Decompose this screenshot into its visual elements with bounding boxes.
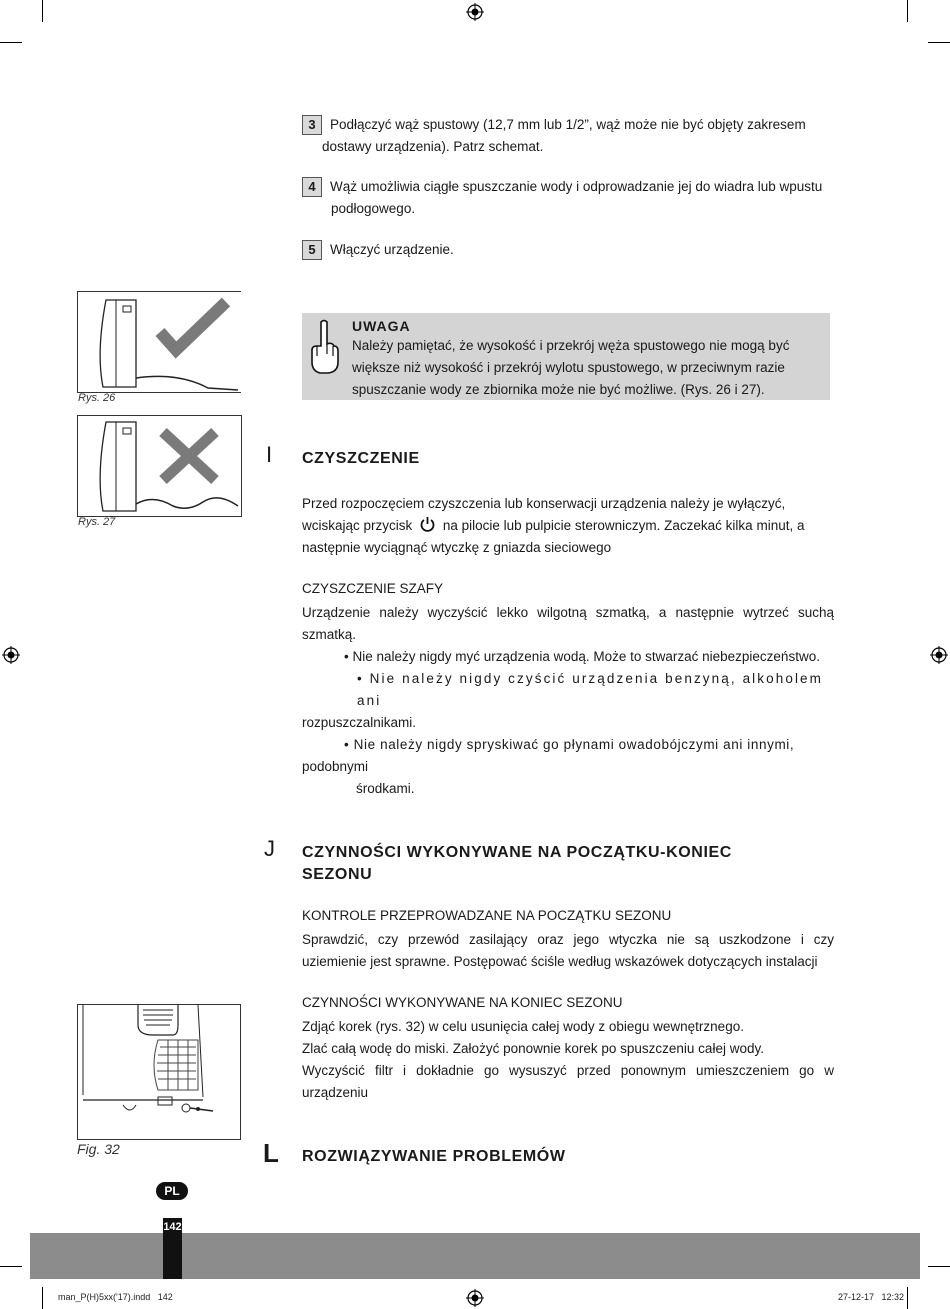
paragraph-line: Zdjąć korek (rys. 32) w celu usunięcia całej wody z obiegu wewnętrznego.	[302, 1019, 744, 1034]
figure-32-caption: Fig. 32	[77, 1141, 120, 1157]
registration-mark-icon	[466, 1289, 484, 1307]
figure-32	[77, 1004, 241, 1140]
warning-title: UWAGA	[352, 318, 411, 334]
figure-26-caption: Rys. 26	[78, 392, 116, 404]
registration-mark-icon	[930, 646, 948, 664]
file-name: man_P(H)5xx('17).indd 142	[58, 1292, 173, 1302]
bullet-item: • Nie należy nigdy myć urządzenia wodą. Może to stwarzać niebezpieczeństwo.	[344, 649, 820, 664]
crop-mark	[0, 1266, 22, 1267]
step-number: 5	[302, 240, 322, 260]
step-5	[302, 239, 842, 261]
paragraph-line: Zlać całą wodę do miski. Założyć ponownie korek po spuszczeniu całej wody.	[302, 1041, 764, 1056]
bullet-item: • Nie należy nigdy czyścić urządzenia benzyną, alkoholem ani	[357, 671, 824, 708]
paragraph-line: Przed rozpoczęciem czyszczenia lub konserwacji urządzenia należy je wyłączyć,	[302, 496, 786, 511]
step-3	[302, 114, 842, 158]
bullet-item-cont: środkami.	[356, 781, 415, 796]
crop-mark	[928, 1266, 950, 1267]
section-letter: I	[266, 442, 273, 467]
crop-mark	[928, 42, 950, 43]
crop-mark	[907, 1287, 908, 1309]
bullet-item-cont: podobnymi	[302, 759, 369, 774]
step-text-cont: podłogowego.	[331, 201, 416, 216]
bullet-item-cont: rozpuszczalnikami.	[302, 715, 417, 730]
figure-27-caption: Rys. 27	[78, 516, 116, 528]
crop-mark	[42, 1287, 43, 1309]
paragraph-line: Sprawdzić, czy przewód zasilający oraz jego wtyczka nie są uszkodzone i czy	[302, 932, 834, 947]
paragraph-line: na pilocie lub pulpicie sterowniczym. Zaczekać kilka minut, a	[442, 518, 805, 533]
paragraph-line: wciskając przycisk	[302, 518, 413, 533]
print-date: 27-12-17 12:32	[838, 1292, 905, 1302]
paragraph-line: następnie wyciągnąć wtyczkę z gniazda sieciowego	[302, 540, 612, 555]
power-icon	[419, 516, 436, 533]
paragraph-line: szmatką.	[302, 627, 357, 642]
figure-26	[77, 291, 241, 393]
dehumidifier-with-check-illustration	[78, 292, 241, 392]
paragraph-line: Wyczyścić filtr i dokładnie go wysuszyć przed ponownym umieszczeniem go w	[302, 1063, 834, 1078]
paragraph-line: uziemienie jest sprawne. Postępować ściśle według wskazówek dotyczących instalacji	[302, 954, 818, 969]
step-number: 4	[302, 177, 322, 197]
step-text: Włączyć urządzenie.	[330, 242, 454, 257]
page-number: 142	[163, 1221, 182, 1233]
section-title-line: SEZONU	[302, 866, 373, 883]
section-title: CZYSZCZENIE	[302, 450, 420, 467]
paragraph-line: Urządzenie należy wyczyścić lekko wilgotną szmatką, a następnie wytrzeć suchą	[302, 605, 834, 620]
warning-line: spuszczanie wody ze zbiornika może nie być możliwe. (Rys. 26 i 27).	[352, 382, 765, 397]
crop-mark	[0, 42, 22, 43]
language-badge: PL	[156, 1182, 188, 1200]
dehumidifier-drain-plug-illustration	[78, 1005, 240, 1139]
pointing-hand-icon	[308, 318, 340, 376]
registration-mark-icon	[2, 646, 20, 664]
subsection-title: CZYNNOŚCI WYKONYWANE NA KONIEC SEZONU	[302, 995, 623, 1010]
section-title-line: CZYNNOŚCI WYKONYWANE NA POCZĄTKU-KONIEC	[302, 844, 732, 861]
section-letter: L	[263, 1138, 279, 1168]
step-text: Wąż umożliwia ciągłe spuszczanie wody i odprowadzanie jej do wiadra lub wpustu	[330, 179, 823, 194]
season-start-text	[302, 929, 834, 973]
subsection-title: KONTROLE PRZEPROWADZANE NA POCZĄTKU SEZONU	[302, 908, 672, 923]
warning-line: większe niż wysokość i przekrój wylotu spustowego, w przeciwnym razie	[352, 360, 785, 375]
cleaning-paragraph	[302, 493, 834, 559]
cabinet-cleaning-text	[302, 602, 834, 800]
crop-mark	[42, 0, 43, 22]
figure-27	[77, 415, 242, 517]
subsection-title: CZYSZCZENIE SZAFY	[302, 581, 444, 596]
step-text-cont: dostawy urządzenia). Patrz schemat.	[322, 139, 544, 154]
dehumidifier-with-cross-illustration	[78, 416, 241, 516]
warning-line: Należy pamiętać, że wysokość i przekrój węża spustowego nie mogą być	[352, 338, 790, 353]
section-title	[302, 842, 732, 886]
step-4	[302, 176, 842, 220]
step-number: 3	[302, 115, 322, 135]
section-letter: J	[264, 836, 275, 861]
season-end-text	[302, 1016, 834, 1104]
section-title: ROZWIĄZYWANIE PROBLEMÓW	[302, 1148, 566, 1165]
paragraph-line: urządzeniu	[302, 1085, 369, 1100]
crop-mark	[907, 0, 908, 22]
step-text: Podłączyć wąż spustowy (12,7 mm lub 1/2”, wąż może nie być objęty zakresem	[330, 117, 806, 132]
warning-box	[302, 313, 830, 400]
warning-text	[352, 335, 822, 401]
registration-mark-icon	[466, 3, 484, 21]
bullet-item: • Nie należy nigdy spryskiwać go płynami owadobójczymi ani innymi,	[344, 737, 795, 752]
